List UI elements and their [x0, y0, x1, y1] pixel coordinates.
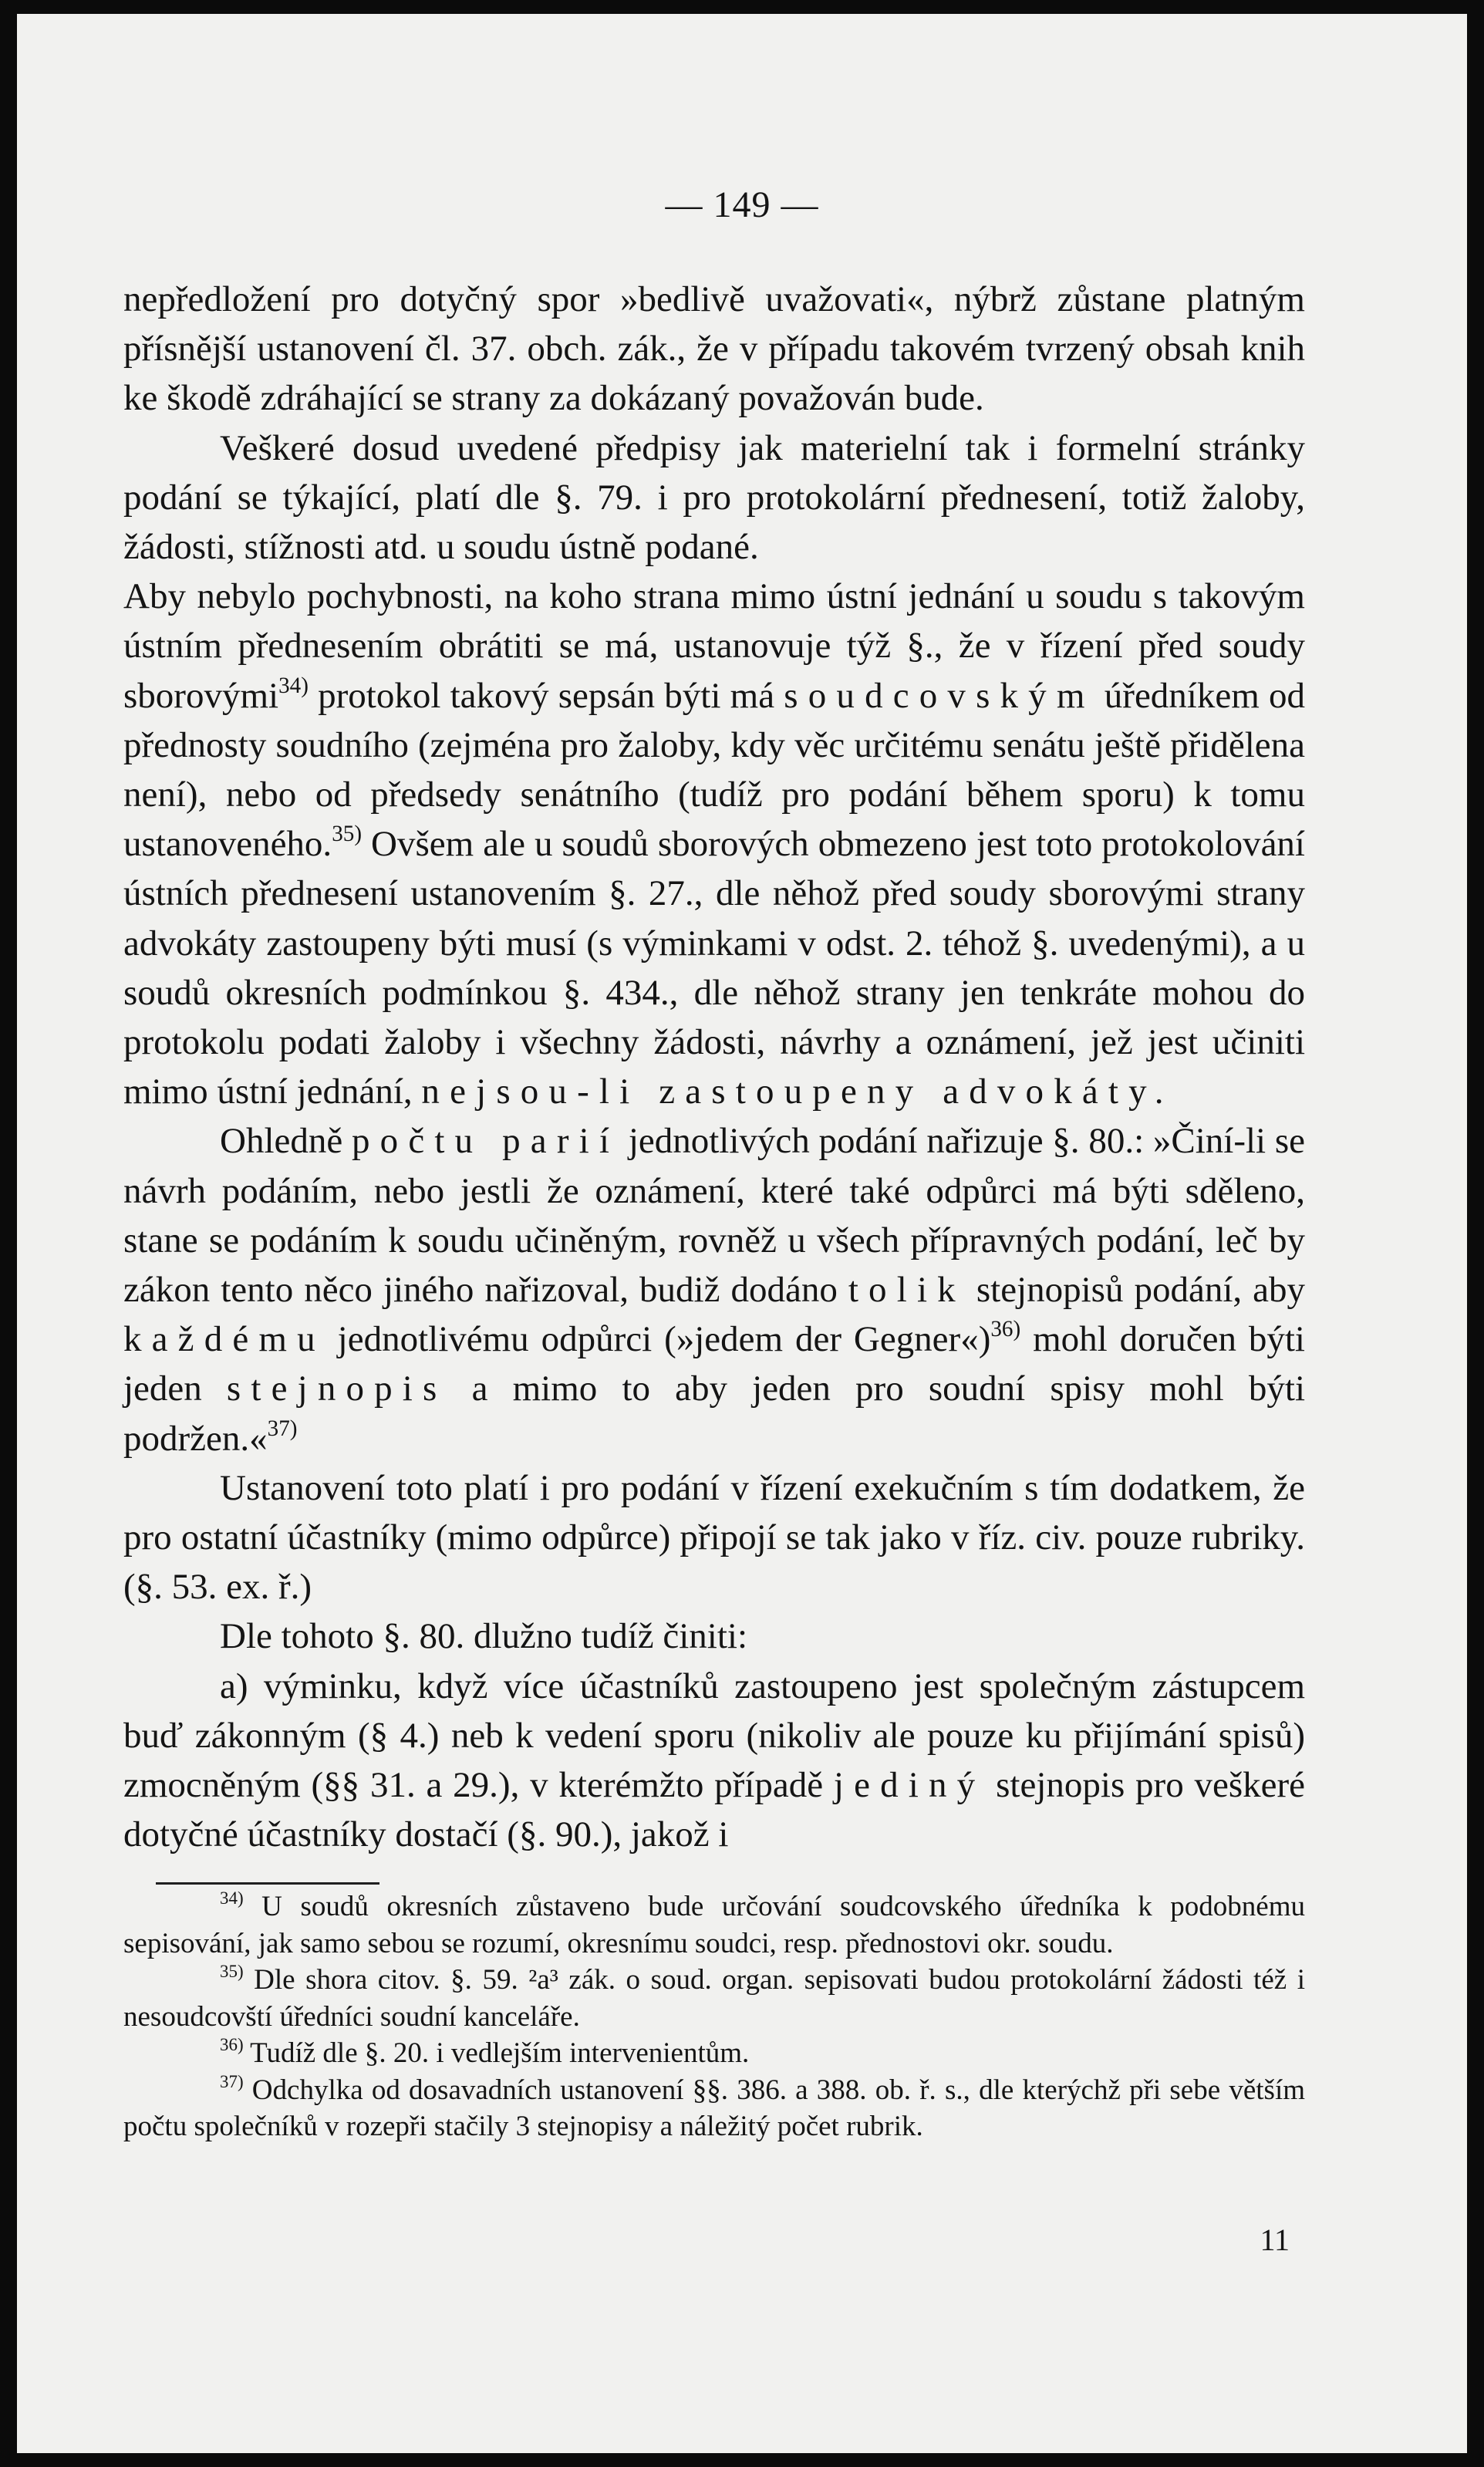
spaced-emphasis: každému: [123, 1319, 325, 1360]
paragraph-5: Ustanovení toto platí i pro podání v řízení exekučním s tím dodatkem, že pro ostatní účastníky (mimo odpůrce) připojí se tak jako v říz. civ. pouze rubriky. (§. 53. ex. ř.): [123, 1467, 1305, 1608]
text-run: Ohledně: [220, 1121, 343, 1162]
text-run: úředníkem od přednosty soudního (zejména pro žaloby, kdy věc určitému senátu ještě přidělena není), nebo od předsedy senátního (tudíž pro podání během sporu) k tomu ustanoveného.: [123, 675, 1306, 865]
footnote-divider: [156, 1882, 379, 1885]
footnote-text: Dle shora citov. §. 59. ²a³ zák. o soud. organ. sepisovati budou protokolární žádosti též i nesoudcovští úředníci soudní kanceláře.: [123, 1964, 1305, 2033]
text-run: Ovšem ale u soudů sborových obmezeno jest toto protokolování ústních přednesení ustanovením §. 27., dle něhož před soudy sborovými strany advokáty zastoupeny býti musí (s výminkami v odst. 2. téhož §. uvedenými), a u soudů okresních podmínkou §. 434., dle něhož strany jen tenkráte mohou do protokolu podati žaloby i všechny žádosti, návrhy a oznámení, jež jest učiniti mimo ústní jednání,: [123, 824, 1305, 1112]
text-run: a) výminku, když více účastníků zastoupeno jest společným zástupcem buď zákonným (§ 4.) neb k vedení sporu (nikoliv ale pouze ku přijímání spisů) zmocněným (§§ 31. a 29.), v kterémžto případě: [123, 1665, 1305, 1806]
text-run: protokol takový sepsán býti má: [318, 675, 775, 716]
footnotes: [123, 1888, 1305, 2145]
text-run: Aby nebylo pochybnosti, na koho strana mimo ústní jednání u soudu s takovým ústním přednesením obrátiti se má, ustanovuje týž §., že v řízení před soudy sborovými: [123, 576, 1305, 716]
spaced-emphasis: tolik: [848, 1270, 966, 1311]
spaced-emphasis: jediný: [833, 1765, 986, 1806]
paragraph-4: [123, 1116, 1305, 1463]
paragraph-7: [123, 1662, 1305, 1860]
spaced-emphasis: nejsou-li zastoupeny advokáty.: [421, 1072, 1174, 1112]
footnote-ref-35: 35): [332, 822, 363, 847]
footnote-number: 35): [220, 1962, 244, 1982]
footnote: [123, 1962, 1305, 2035]
text-run: jednotlivých podání nařizuje §. 80.: »Činí-li se návrh podáním, nebo jestli že oznámení, které také odpůrci má býti sděleno, stane se podáním k soudu učiněným, rovněž u všech přípravných podání, leč by zákon tento něco jiného nařizoval, budiž dodáno: [123, 1121, 1306, 1311]
footnote-ref-34: 34): [278, 673, 309, 698]
paragraph-2: Veškeré dosud uvedené předpisy jak materielní tak i formelní stránky podání se týkající, platí dle §. 79. i pro protokolární přednesení, totiž žaloby, žádosti, stížnosti atd. u soudu ústně podané.: [123, 427, 1305, 568]
spaced-emphasis: stejnopis: [226, 1368, 447, 1409]
footnote: [123, 2072, 1305, 2145]
page-number: — 149 —: [665, 184, 819, 225]
footnote-text: Tudíž dle §. 20. i vedlejším intervenientům.: [250, 2037, 750, 2069]
footnote: [123, 1888, 1305, 1962]
spaced-emphasis: soudcovským: [784, 675, 1095, 716]
text-run: mohl doručen býti jeden: [123, 1319, 1305, 1409]
footnote-text: U soudů okresních zůstaveno bude určování soudcovského úředníka k podobnému sepisování, jak samo sebou se rozumí, okresnímu soudci, resp. přednostovi okr. soudu.: [123, 1891, 1305, 1959]
text-run: a mimo to aby jeden pro soudní spisy mohl býti podržen.«: [123, 1368, 1305, 1459]
footnote-number: 34): [220, 1888, 244, 1908]
paragraph-6: Dle tohoto §. 80. dlužno tudíž činiti:: [220, 1616, 748, 1657]
text-run: jednotlivému odpůrci (»jedem der Gegner«): [337, 1319, 991, 1360]
paragraph-1: nepředložení pro dotyčný spor »bedlivě uvažovati«, nýbrž zůstane platným přísnější ustanovení čl. 37. obch. zák., že v případu takovém tvrzený obsah knih ke škodě zdráhající se strany za dokázaný považován bude.: [123, 279, 1305, 419]
footnote-ref-36: 36): [990, 1317, 1021, 1342]
footnote-number: 36): [220, 2035, 244, 2055]
spaced-emphasis: počtu parií: [352, 1121, 620, 1162]
body-text: [123, 275, 1305, 1860]
text-run: stejnopis pro veškeré dotyčné účastníky dostačí (§. 90.), jakož i: [123, 1765, 1306, 1855]
footnote: [123, 2035, 1305, 2072]
paragraph-3: [123, 572, 1305, 1116]
book-page: [17, 14, 1467, 2453]
footnote-number: 37): [220, 2071, 244, 2091]
footnote-text: Odchylka od dosavadních ustanovení §§. 386. a 388. ob. ř. s., dle kterýchž při sebe větším počtu společníků v rozepři stačily 3 stejnopisy a náležitý počet rubrik.: [123, 2074, 1306, 2142]
footnote-ref-37: 37): [267, 1416, 298, 1441]
sheet-signature: 11: [1260, 2222, 1290, 2257]
text-run: stejnopisů podání, aby: [976, 1270, 1306, 1311]
